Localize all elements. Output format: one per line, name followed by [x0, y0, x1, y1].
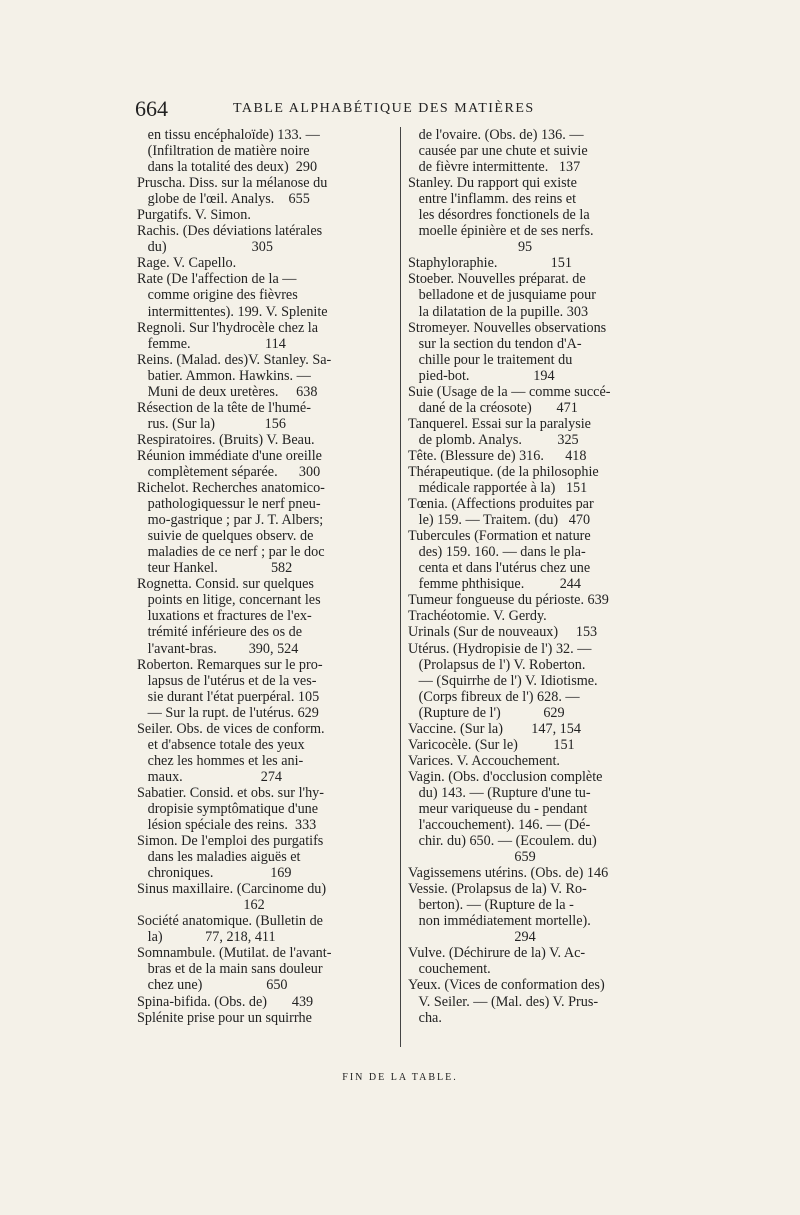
index-line: Richelot. Recherches anatomico- — [137, 480, 325, 497]
running-title: TABLE ALPHABÉTIQUE DES MATIÈRES — [233, 101, 535, 116]
index-line: complètement séparée. 300 — [137, 463, 321, 480]
index-line: l'avant-bras. 390, 524 — [137, 640, 299, 657]
index-line: sie durant l'état puerpéral. 105 — [137, 688, 320, 705]
index-column-left — [137, 127, 391, 1026]
index-line: chille pour le traitement du — [408, 351, 573, 368]
index-line: Thérapeutique. (de la philosophie — [408, 463, 599, 480]
index-line: Tête. (Blessure de) 316. 418 — [408, 447, 587, 464]
index-line: dropisie symptômatique d'une — [137, 800, 319, 817]
index-line: luxations et fractures de l'ex- — [137, 608, 312, 625]
index-line: Yeux. (Vices de conformation des) — [408, 977, 605, 994]
column-divider — [400, 127, 401, 1047]
index-column-right — [408, 127, 662, 1026]
index-line: teur Hankel. 582 — [137, 560, 293, 577]
index-line: Varicocèle. (Sur le) 151 — [408, 736, 575, 753]
index-line: — Sur la rupt. de l'utérus. 629 — [137, 704, 319, 721]
index-line: (Infiltration de matière noire — [137, 143, 310, 160]
index-line: la dilatation de la pupille. 303 — [408, 303, 589, 320]
index-line: suivie de quelques observ. de — [137, 528, 314, 545]
index-line: Roberton. Remarques sur le pro- — [137, 656, 323, 673]
index-line: Reins. (Malad. des)V. Stanley. Sa- — [137, 351, 332, 368]
page-number: 664 — [135, 96, 168, 121]
index-line: en tissu encéphaloïde) 133. — — [137, 127, 320, 143]
index-line: trémité inférieure des os de — [137, 624, 303, 641]
index-line: berton). — (Rupture de la - — [408, 897, 574, 914]
index-line: de plomb. Analys. 325 — [408, 431, 579, 448]
index-line: 95 — [408, 239, 533, 256]
index-line: Spina-bifida. (Obs. de) 439 — [137, 993, 314, 1010]
index-line: dans les maladies aiguës et — [137, 849, 301, 866]
index-line: médicale rapportée à la) 151 — [408, 480, 588, 497]
index-line: centa et dans l'utérus chez une — [408, 560, 591, 577]
index-line: Stoeber. Nouvelles préparat. de — [408, 271, 586, 288]
index-line: Seiler. Obs. de vices de conform. — [137, 720, 325, 737]
index-line: Urinals (Sur de nouveaux) 153 — [408, 624, 598, 641]
index-line: Vessie. (Prolapsus de la) V. Ro- — [408, 881, 587, 898]
index-line: 294 — [408, 929, 536, 946]
index-line: chir. du) 650. — (Ecoulem. du) — [408, 833, 597, 850]
index-line: rus. (Sur la) 156 — [137, 415, 286, 432]
index-line: Trachéotomie. V. Gerdy. — [408, 608, 547, 625]
index-line: chez les hommes et les ani- — [137, 752, 304, 769]
index-line: Somnambule. (Mutilat. de l'avant- — [137, 945, 332, 962]
index-line: Purgatifs. V. Simon. — [137, 207, 251, 224]
index-line: de l'ovaire. (Obs. de) 136. — — [408, 127, 584, 143]
index-line: le) 159. — Traitem. (du) 470 — [408, 512, 591, 529]
index-line: Suie (Usage de la — comme succé- — [408, 383, 611, 400]
index-line: pathologiquessur le nerf pneu- — [137, 496, 321, 513]
index-line: Société anatomique. (Bulletin de — [137, 913, 323, 930]
index-line: maladies de ce nerf ; par le doc — [137, 544, 325, 561]
index-line: Simon. De l'emploi des purgatifs — [137, 833, 324, 850]
index-line: pied-bot. 194 — [408, 367, 555, 384]
end-of-table-note: FIN DE LA TABLE. — [342, 1072, 458, 1083]
index-line: Rage. V. Capello. — [137, 255, 237, 272]
index-line: dans la totalité des deux) 290 — [137, 159, 318, 176]
index-line: les désordres fonctionels de la — [408, 207, 590, 224]
index-line: comme origine des fièvres — [137, 287, 298, 304]
index-line: femme. 114 — [137, 335, 286, 352]
index-line: belladone et de jusquiame pour — [408, 287, 596, 304]
index-line: Tubercules (Formation et nature — [408, 528, 591, 545]
index-line: l'accouchement). 146. — (Dé- — [408, 817, 591, 834]
index-line: du) 143. — (Rupture d'une tu- — [408, 784, 591, 801]
index-line: Utérus. (Hydropisie de l') 32. — — [408, 640, 592, 657]
index-line: non immédiatement mortelle). — [408, 913, 591, 930]
index-line: Vagissemens utérins. (Obs. de) 146 — [408, 865, 609, 882]
index-line: sur la section du tendon d'A- — [408, 335, 582, 352]
index-line: dané de la créosote) 471 — [408, 399, 578, 416]
index-line: Varices. V. Accouchement. — [408, 752, 560, 769]
index-line: mo-gastrique ; par J. T. Albers; — [137, 512, 324, 529]
index-line: femme phthisique. 244 — [408, 576, 581, 593]
index-line: chroniques. 169 — [137, 865, 292, 882]
index-line: Résection de la tête de l'humé- — [137, 399, 311, 416]
index-line: Vagin. (Obs. d'occlusion complète — [408, 768, 603, 785]
index-line: moelle épinière et de ses nerfs. — [408, 223, 594, 240]
index-line: Rachis. (Des déviations latérales — [137, 223, 323, 240]
index-line: (Rupture de l') 629 — [408, 704, 565, 721]
index-line: (Prolapsus de l') V. Roberton. — [408, 656, 586, 673]
index-line: Pruscha. Diss. sur la mélanose du — [137, 175, 328, 192]
index-line: globe de l'œil. Analys. 655 — [137, 191, 310, 208]
index-line: entre l'inflamm. des reins et — [408, 191, 577, 208]
index-line: Tœnia. (Affections produites par — [408, 496, 594, 513]
index-line: causée par une chute et suivie — [408, 143, 588, 160]
index-line: meur variqueuse du - pendant — [408, 800, 588, 817]
index-line: Rognetta. Consid. sur quelques — [137, 576, 314, 593]
index-line: Stanley. Du rapport qui existe — [408, 175, 577, 192]
index-line: Tanquerel. Essai sur la paralysie — [408, 415, 591, 432]
index-line: Respiratoires. (Bruits) V. Beau. — [137, 431, 315, 448]
index-line: Regnoli. Sur l'hydrocèle chez la — [137, 319, 319, 336]
index-line: Sabatier. Consid. et obs. sur l'hy- — [137, 784, 324, 801]
index-line: (Corps fibreux de l') 628. — — [408, 688, 580, 705]
index-line: Staphyloraphie. 151 — [408, 255, 572, 272]
index-line: 162 — [137, 897, 265, 914]
index-line: points en litige, concernant les — [137, 592, 321, 609]
index-line: des) 159. 160. — dans le pla- — [408, 544, 586, 561]
index-line: du) 305 — [137, 239, 273, 256]
index-line: et d'absence totale des yeux — [137, 736, 305, 753]
index-line: Vaccine. (Sur la) 147, 154 — [408, 720, 581, 737]
index-line: — (Squirrhe de l') V. Idiotisme. — [408, 672, 598, 689]
index-line: couchement. — [408, 961, 491, 978]
index-line: V. Seiler. — (Mal. des) V. Prus- — [408, 993, 599, 1010]
index-line: de fièvre intermittente. 137 — [408, 159, 581, 176]
index-line: Tumeur fongueuse du périoste. 639 — [408, 592, 609, 609]
index-line: Rate (De l'affection de la — — [137, 271, 297, 288]
index-line: Splénite prise pour un squirrhe — [137, 1009, 312, 1026]
index-line: maux. 274 — [137, 768, 283, 785]
index-line: Vulve. (Déchirure de la) V. Ac- — [408, 945, 586, 962]
index-line: lésion spéciale des reins. 333 — [137, 817, 317, 834]
index-line: 659 — [408, 849, 536, 866]
index-line: chez une) 650 — [137, 977, 288, 994]
index-line: batier. Ammon. Hawkins. — — [137, 367, 311, 384]
index-line: bras et de la main sans douleur — [137, 961, 323, 978]
index-line: Réunion immédiate d'une oreille — [137, 447, 322, 464]
index-line: Stromeyer. Nouvelles observations — [408, 319, 607, 336]
index-line: intermittentes). 199. V. Splenite — [137, 303, 328, 320]
index-line: Muni de deux uretères. 638 — [137, 383, 318, 400]
index-line: la) 77, 218, 411 — [137, 929, 276, 946]
index-line: Sinus maxillaire. (Carcinome du) — [137, 881, 327, 898]
index-line: cha. — [408, 1009, 442, 1026]
index-line: lapsus de l'utérus et de la ves- — [137, 672, 317, 689]
